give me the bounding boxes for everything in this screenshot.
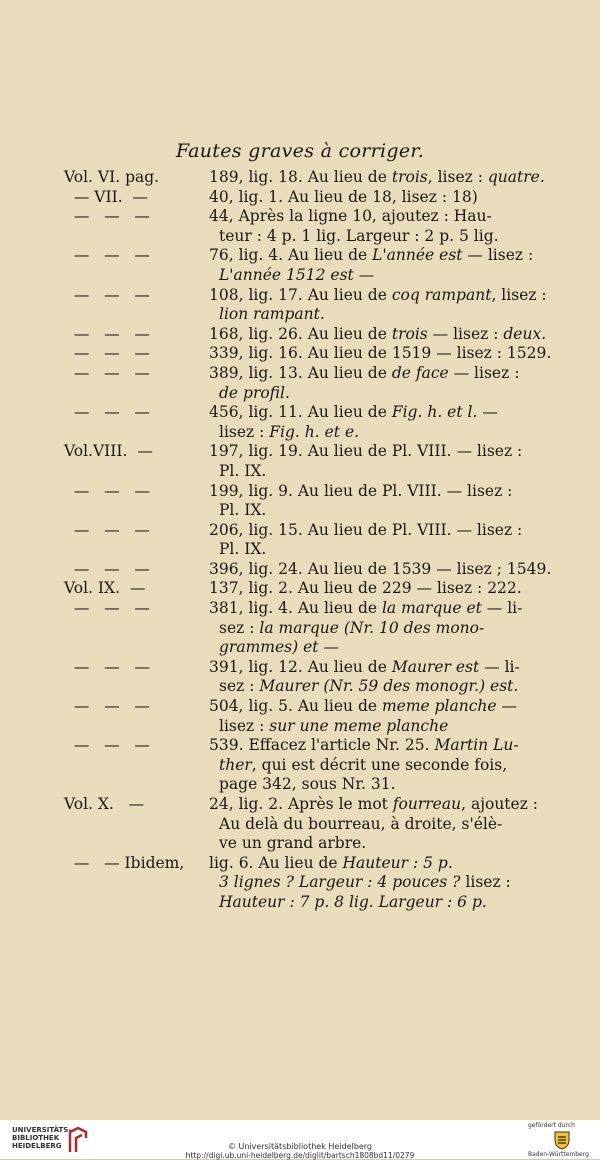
errata-row <box>64 873 534 893</box>
errata-row-reference: Vol.VIII. — <box>64 442 153 461</box>
errata-row <box>64 285 547 306</box>
errata-row-correction: L'année 1512 est — <box>219 265 375 284</box>
errata-row-correction: Hauteur : 7 p. 8 lig. Largeur : 6 p. <box>219 892 487 911</box>
errata-row <box>64 266 534 286</box>
errata-row-reference: — — — <box>64 559 150 578</box>
errata-row <box>64 344 552 364</box>
errata-row <box>64 384 534 404</box>
errata-row <box>64 579 534 599</box>
errata-row-correction: 391, lig. 12. Au lieu de Maurer est — li- <box>209 657 520 676</box>
errata-row-reference <box>64 619 209 639</box>
errata-row <box>64 756 534 776</box>
errata-row-reference: — — Ibidem, <box>64 853 185 872</box>
errata-row-correction: Pl. IX. <box>219 501 267 520</box>
errata-row-correction: de profil. <box>219 383 290 402</box>
errata-row <box>64 207 534 227</box>
errata-row <box>64 482 534 502</box>
errata-row-reference: — — — <box>64 344 150 363</box>
errata-row-reference: — — — <box>64 657 150 676</box>
errata-row-reference: — — — <box>64 324 150 343</box>
errata-row <box>64 638 534 658</box>
errata-row-reference <box>64 305 209 325</box>
errata-row-correction: ther, qui est décrit une seconde fois, <box>219 755 508 774</box>
errata-row-reference: — — — <box>64 363 150 382</box>
errata-row-reference <box>64 462 209 482</box>
errata-row-reference <box>64 266 209 286</box>
errata-row-correction: Pl. IX. <box>219 461 267 480</box>
errata-row-correction: Au delà du bourreau, à droite, s'élè- <box>219 814 503 833</box>
errata-row-reference: — — — <box>64 599 150 618</box>
errata-row-correction: 504, lig. 5. Au lieu de meme planche — <box>209 697 518 716</box>
errata-row <box>64 599 534 619</box>
errata-row <box>64 364 534 384</box>
errata-row <box>64 559 552 580</box>
errata-row-reference: — — — <box>64 697 150 716</box>
errata-row <box>64 442 534 462</box>
errata-row-reference <box>64 384 209 404</box>
errata-row-reference <box>64 540 209 560</box>
errata-row <box>64 658 534 678</box>
errata-row <box>64 227 534 247</box>
errata-row-correction: 108, lig. 17. Au lieu de coq rampant, lisez : <box>209 285 547 304</box>
errata-row-reference <box>64 638 209 658</box>
errata-row <box>64 521 534 541</box>
errata-row-correction: 396, lig. 24. Au lieu de 1539 — lisez ; 1549. <box>209 559 552 578</box>
errata-row-correction: 199, lig. 9. Au lieu de Pl. VIII. — lisez : <box>209 481 513 500</box>
errata-row <box>64 501 534 521</box>
errata-row <box>64 540 534 560</box>
errata-row-correction: 168, lig. 26. Au lieu de trois — lisez : deux. <box>209 324 547 343</box>
errata-row-reference: — — — <box>64 207 150 226</box>
errata-row-reference <box>64 893 209 913</box>
errata-row-reference <box>64 501 209 521</box>
errata-row <box>64 305 534 325</box>
errata-row-correction: lig. 6. Au lieu de Hauteur : 5 p. <box>209 853 453 872</box>
errata-row-reference: — — — <box>64 246 150 265</box>
errata-row-correction: sez : Maurer (Nr. 59 des monogr.) est. <box>219 677 519 696</box>
errata-row-correction: grammes) et — <box>219 638 339 657</box>
errata-row <box>64 677 534 697</box>
errata-row-correction: lisez : Fig. h. et e. <box>219 422 360 441</box>
errata-row-reference <box>64 677 209 697</box>
library-name-line3: HEIDELBERG <box>12 1142 62 1150</box>
errata-row-correction: ve un grand arbre. <box>219 834 367 853</box>
errata-row-correction: 44, Après la ligne 10, ajoutez : Hau- <box>209 207 492 226</box>
errata-row-correction: Pl. IX. <box>219 540 267 559</box>
errata-row <box>64 834 534 854</box>
errata-row <box>64 717 534 737</box>
errata-row-correction: lisez : sur une meme planche <box>219 716 449 735</box>
errata-row <box>64 697 534 717</box>
errata-row <box>64 795 539 815</box>
errata-row-correction: 189, lig. 18. Au lieu de trois, lisez : quatre. <box>209 168 545 186</box>
errata-row-reference: — — — <box>64 285 150 304</box>
library-name-line2: BIBLIOTHEK <box>12 1134 60 1142</box>
errata-row-correction: teur : 4 p. 1 lig. Largeur : 2 p. 5 lig. <box>219 226 499 245</box>
funded-by-label: gefördert durch <box>528 1122 575 1129</box>
errata-row <box>64 619 534 639</box>
errata-row <box>64 423 534 443</box>
errata-row <box>64 324 547 345</box>
errata-row <box>64 854 534 874</box>
errata-row-correction: 381, lig. 4. Au lieu de la marque et — li- <box>209 599 523 618</box>
errata-row-correction: 3 lignes ? Largeur : 4 pouces ? lisez : <box>219 873 511 892</box>
errata-row-correction: 456, lig. 11. Au lieu de Fig. h. et l. — <box>209 403 498 422</box>
page-title: Fautes graves à corriger. <box>175 140 425 162</box>
errata-row <box>64 736 534 756</box>
errata-row <box>64 893 534 913</box>
errata-row-correction: page 342, sous Nr. 31. <box>219 775 396 794</box>
errata-row-reference: — — — <box>64 403 150 422</box>
errata-row <box>64 168 545 188</box>
funder-name: Baden-Württemberg <box>528 1151 589 1158</box>
errata-row-correction: 76, lig. 4. Au lieu de L'année est — lisez : <box>209 246 534 265</box>
errata-row <box>64 462 534 482</box>
errata-row-reference: — VII. — <box>64 187 149 206</box>
state-crest-icon <box>553 1130 571 1150</box>
errata-row-correction: 539. Effacez l'article Nr. 25. Martin Lu- <box>209 736 519 755</box>
errata-list <box>64 168 552 913</box>
errata-row <box>64 775 534 795</box>
errata-row-correction: sez : la marque (Nr. 10 des mono- <box>219 618 485 637</box>
source-url[interactable]: http://digi.ub.uni-heidelberg.de/diglit/bartsch1808bd11/0279 <box>185 1151 415 1160</box>
errata-row-correction: 197, lig. 19. Au lieu de Pl. VIII. — lisez : <box>209 442 523 461</box>
errata-row-reference <box>64 873 209 893</box>
errata-row-reference <box>64 815 209 835</box>
errata-row-reference: — — — <box>64 736 150 755</box>
errata-row-correction: 206, lig. 15. Au lieu de Pl. VIII. — lisez : <box>209 520 523 539</box>
footer-bar <box>0 1120 600 1159</box>
errata-row-reference: — — — <box>64 481 150 500</box>
errata-row-reference: Vol. IX. — <box>64 579 146 598</box>
errata-row-reference <box>64 227 209 247</box>
copyright-notice: © Universitätsbibliothek Heidelberg <box>227 1142 372 1151</box>
errata-row-reference <box>64 717 209 737</box>
errata-row-correction: 40, lig. 1. Au lieu de 18, lisez : 18) <box>209 187 478 206</box>
errata-row-reference: — — — <box>64 520 150 539</box>
errata-row-reference: Vol. VI. pag. <box>64 168 160 186</box>
errata-row <box>64 188 534 208</box>
errata-row-reference <box>64 756 209 776</box>
errata-row <box>64 815 534 835</box>
errata-row-correction: lion rampant. <box>219 305 325 324</box>
errata-row <box>64 246 534 266</box>
errata-row-correction: 339, lig. 16. Au lieu de 1519 — lisez : 1529. <box>209 344 552 363</box>
errata-row-reference <box>64 775 209 795</box>
errata-row-correction: 137, lig. 2. Au lieu de 229 — lisez : 222. <box>209 579 522 598</box>
errata-row-reference <box>64 834 209 854</box>
errata-row-reference <box>64 423 209 443</box>
errata-row-correction: 24, lig. 2. Après le mot fourreau, ajoutez : <box>209 795 539 813</box>
library-name-line1: UNIVERSITÄTS- <box>12 1126 72 1134</box>
errata-row-reference: Vol. X. — <box>64 795 145 813</box>
errata-row <box>64 403 534 423</box>
errata-row-correction: 389, lig. 13. Au lieu de de face — lisez : <box>209 363 520 382</box>
